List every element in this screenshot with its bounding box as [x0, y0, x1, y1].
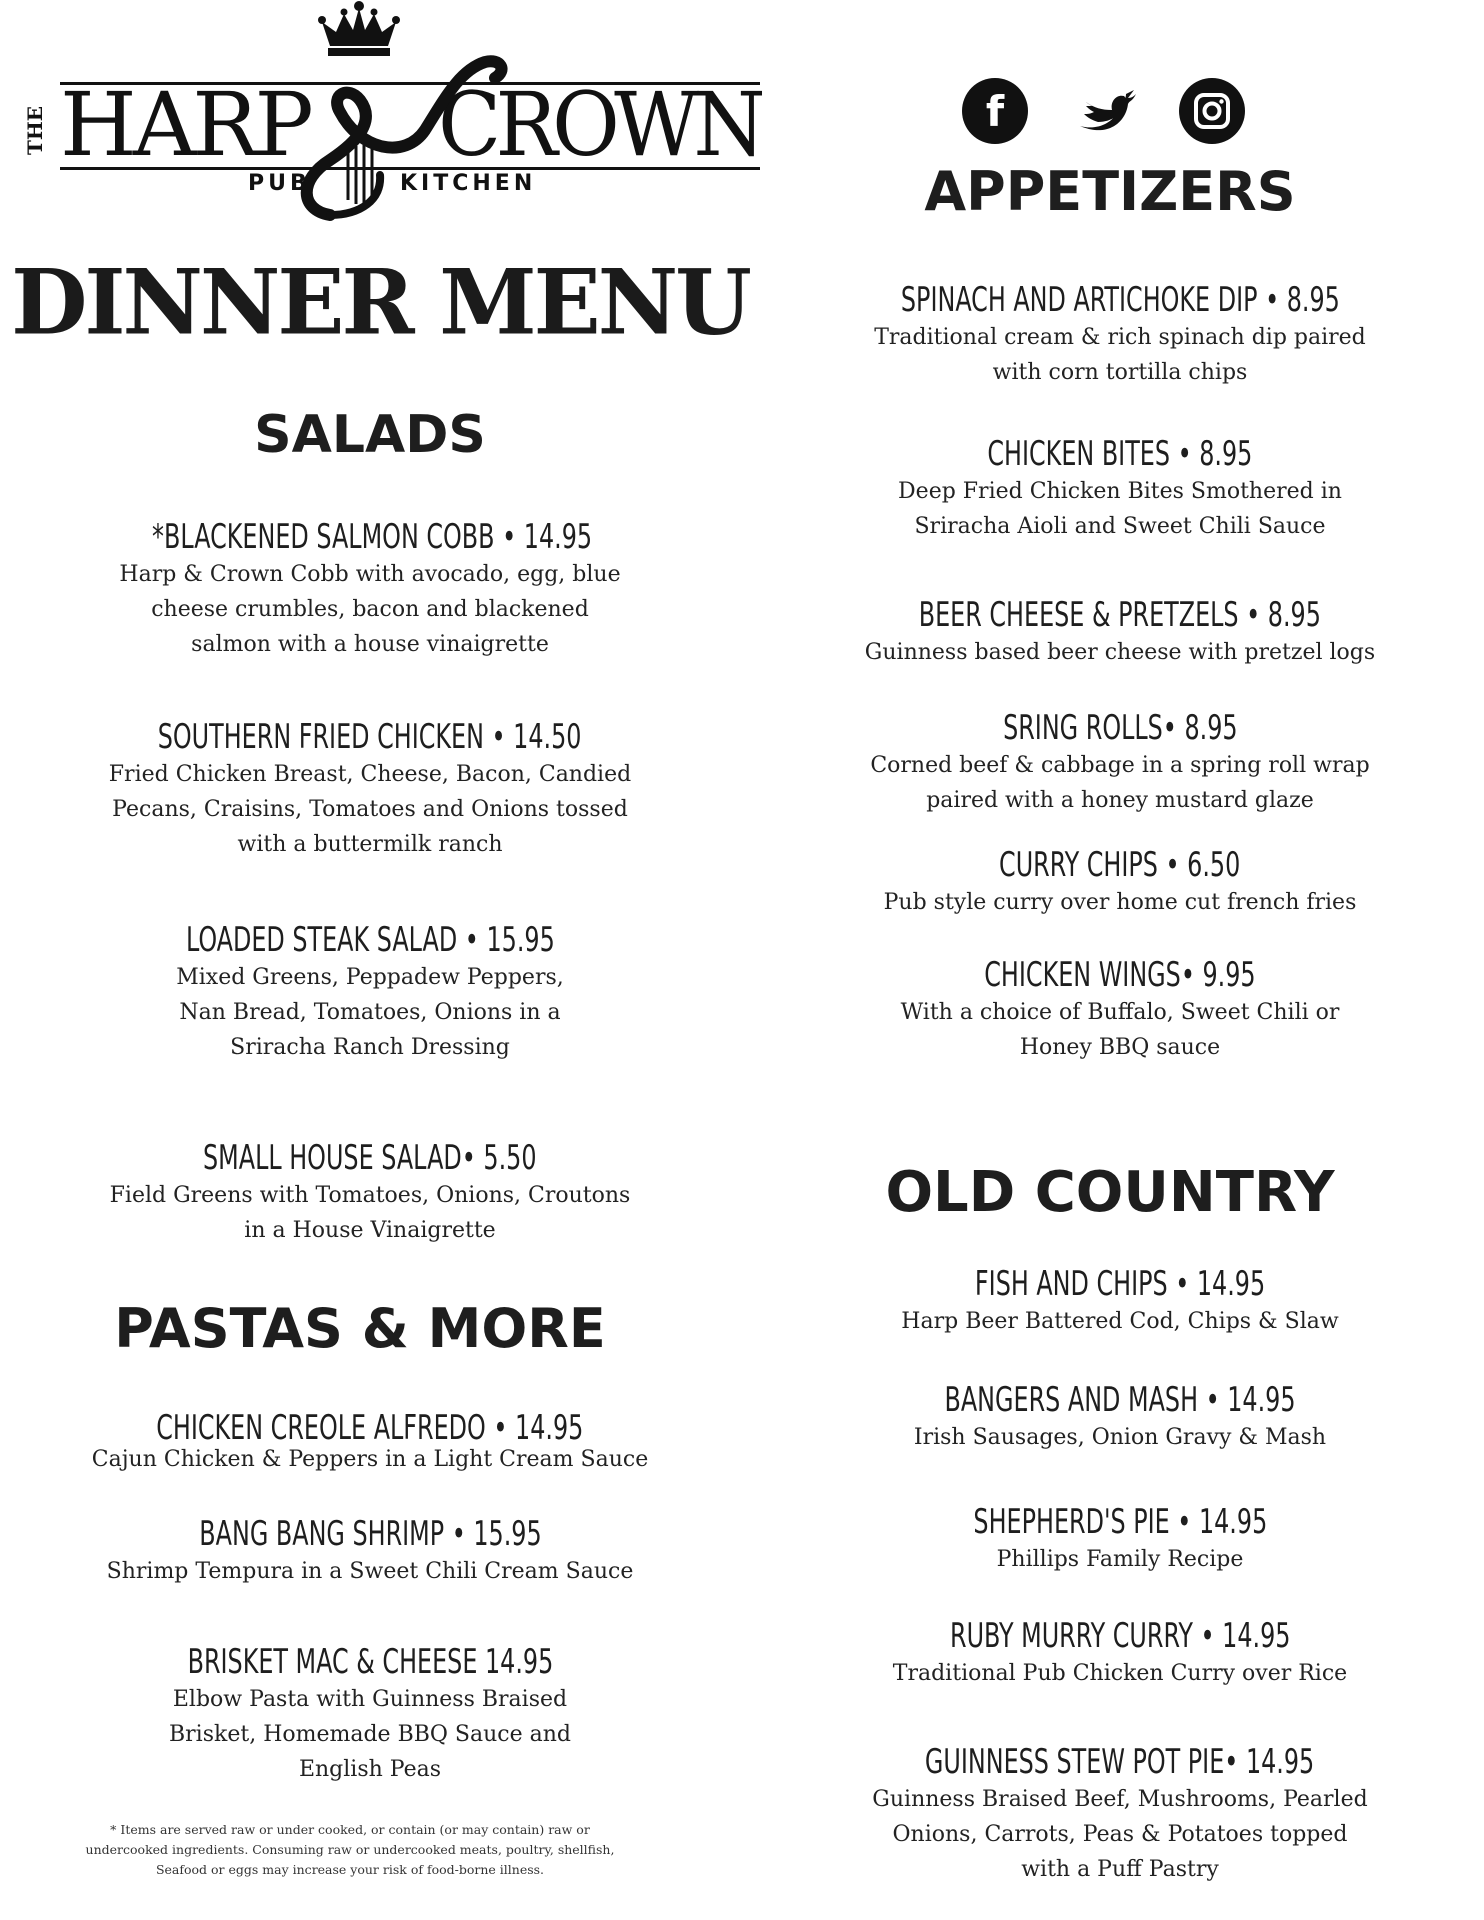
item-name: SRING ROLLS• 8.95: [1002, 708, 1238, 748]
item-description: Harp Beer Battered Cod, Chips & Slaw: [901, 1309, 1339, 1334]
item-name: CHICKEN CREOLE ALFREDO • 14.95: [156, 1408, 584, 1448]
menu-item: [90, 1514, 650, 1589]
item-description: Guinness Braised Beef, Mushrooms, Pearled Onions, Carrots, Peas & Potatoes topped with a Puff Pastry: [872, 1787, 1368, 1882]
item-description: Deep Fried Chicken Bites Smothered in Sriracha Aioli and Sweet Chili Sauce: [898, 479, 1342, 539]
facebook-icon[interactable]: [962, 78, 1028, 144]
item-description: Guinness based beer cheese with pretzel logs: [864, 640, 1376, 665]
item-description: Elbow Pasta with Guinness Braised Brisket, Homemade BBQ Sauce and English Peas: [169, 1687, 571, 1782]
item-description: Shrimp Tempura in a Sweet Chili Cream Sauce: [106, 1559, 634, 1584]
menu-item: [90, 1408, 650, 1477]
item-name: BANGERS AND MASH • 14.95: [944, 1380, 1296, 1420]
item-description: Traditional cream & rich spinach dip paired with corn tortilla chips: [874, 325, 1366, 385]
menu-item: [820, 595, 1420, 670]
menu-item: [820, 1380, 1420, 1455]
item-description: Phillips Family Recipe: [996, 1547, 1244, 1572]
twitter-icon[interactable]: [1072, 78, 1138, 144]
item-name: GUINNESS STEW POT PIE• 14.95: [925, 1742, 1315, 1782]
item-description: Fried Chicken Breast, Cheese, Bacon, Candied Pecans, Craisins, Tomatoes and Onions tossed with a buttermilk ranch: [108, 762, 632, 857]
item-name: LOADED STEAK SALAD • 15.95: [185, 920, 555, 960]
item-name: SMALL HOUSE SALAD• 5.50: [203, 1138, 537, 1178]
salads-heading: SALADS: [254, 405, 486, 465]
item-name: SHEPHERD'S PIE • 14.95: [973, 1502, 1267, 1542]
menu-item: [820, 434, 1420, 544]
item-name: BRISKET MAC & CHEESE 14.95: [187, 1642, 553, 1682]
menu-item: [90, 717, 650, 862]
item-name: CHICKEN BITES • 8.95: [987, 434, 1253, 474]
item-name: CHICKEN WINGS• 9.95: [984, 955, 1256, 995]
menu-item: [820, 1264, 1420, 1339]
item-name: BANG BANG SHRIMP • 15.95: [198, 1514, 542, 1554]
menu-item: [820, 1616, 1420, 1691]
menu-item: [90, 920, 650, 1065]
old-country-heading: OLD COUNTRY: [885, 1160, 1335, 1225]
menu-item: [90, 1138, 650, 1248]
logo-crown-text: CROWN: [438, 73, 763, 176]
menu-item: [820, 955, 1420, 1065]
item-description: Traditional Pub Chicken Curry over Rice: [892, 1661, 1348, 1686]
svg-text:f: f: [985, 87, 1005, 136]
item-description: Cajun Chicken & Peppers in a Light Cream Sauce: [91, 1447, 649, 1472]
item-name: SOUTHERN FRIED CHICKEN • 14.50: [158, 717, 582, 757]
menu-item: [820, 1502, 1420, 1577]
menu-item: [820, 280, 1420, 390]
item-name: BEER CHEESE & PRETZELS • 8.95: [918, 595, 1322, 635]
svg-text:THE: THE: [23, 105, 47, 155]
page-title: DINNER MENU: [11, 248, 749, 356]
instagram-icon[interactable]: [1179, 78, 1245, 144]
food-safety-disclaimer: * Items are served raw or under cooked, or contain (or may contain) raw or undercooked ingredients. Consuming raw or undercooked meats, poultry, shellfish, Seafood or eggs may increase your risk of food-borne illness.: [85, 1822, 615, 1877]
item-description: Field Greens with Tomatoes, Onions, Croutons in a House Vinaigrette: [109, 1183, 631, 1243]
logo-kitchen-text: KITCHEN: [400, 171, 537, 196]
menu-item: [820, 1742, 1420, 1887]
item-name: RUBY MURRY CURRY • 14.95: [949, 1616, 1291, 1656]
item-name: SPINACH AND ARTICHOKE DIP • 8.95: [900, 280, 1340, 320]
harp-and-crown-logo: [23, 0, 763, 230]
menu-item: [90, 1642, 650, 1787]
item-name: CURRY CHIPS • 6.50: [999, 845, 1241, 885]
item-description: Irish Sausages, Onion Gravy & Mash: [913, 1425, 1327, 1450]
item-name: *BLACKENED SALMON COBB • 14.95: [152, 517, 593, 557]
item-description: Mixed Greens, Peppadew Peppers, Nan Bread, Tomatoes, Onions in a Sriracha Ranch Dressing: [176, 965, 564, 1060]
item-description: With a choice of Buffalo, Sweet Chili or Honey BBQ sauce: [900, 1000, 1340, 1060]
logo-pub-text: PUB: [248, 171, 311, 196]
menu-item: [820, 708, 1420, 818]
item-description: Pub style curry over home cut french fries: [883, 890, 1357, 915]
menu-item: [820, 845, 1420, 920]
logo-harp-text: HARP: [60, 73, 310, 176]
pastas-heading: PASTAS & MORE: [114, 1297, 606, 1360]
menu-item: [90, 517, 650, 662]
item-description: Harp & Crown Cobb with avocado, egg, blue cheese crumbles, bacon and blackened salmon with a house vinaigrette: [119, 562, 621, 657]
item-name: FISH AND CHIPS • 14.95: [974, 1264, 1266, 1304]
item-description: Corned beef & cabbage in a spring roll wrap paired with a honey mustard glaze: [870, 753, 1370, 813]
appetizers-heading: APPETIZERS: [924, 160, 1296, 223]
